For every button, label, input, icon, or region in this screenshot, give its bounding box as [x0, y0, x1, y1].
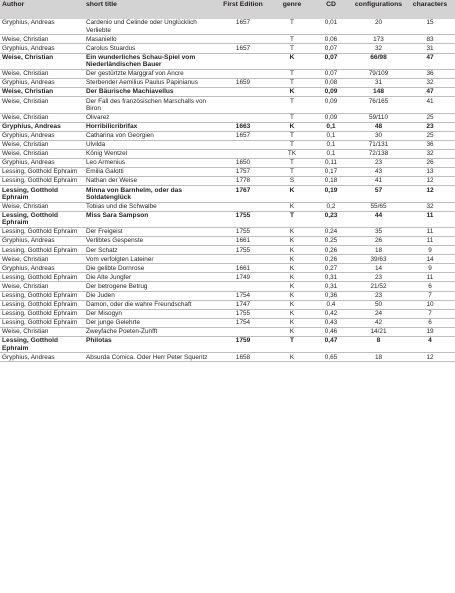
table-row: [0, 158, 455, 167]
header-genre: genre: [274, 0, 310, 19]
title-cell: Leo Armenius: [84, 158, 212, 167]
first-edition-cell: 1757: [212, 167, 274, 176]
characters-cell: 32: [405, 202, 455, 211]
configurations-cell: 14: [352, 264, 405, 273]
author-cell: Lessing, Gotthold Ephraim: [0, 246, 84, 255]
cd-cell: 0,65: [310, 353, 352, 362]
title-cell: Nathan der Weise: [84, 177, 212, 186]
author-cell: Weise, Christian: [0, 140, 84, 149]
characters-cell: 25: [405, 113, 455, 122]
cd-cell: 0,08: [310, 78, 352, 87]
characters-cell: 19: [405, 327, 455, 336]
first-edition-cell: 1755: [212, 227, 274, 236]
genre-cell: K: [274, 88, 310, 97]
author-cell: Gryphius, Andreas: [0, 19, 84, 35]
configurations-cell: 71/131: [352, 140, 405, 149]
author-cell: Lessing, Gotthold Ephraim: [0, 211, 84, 227]
characters-cell: 9: [405, 264, 455, 273]
genre-cell: K: [274, 202, 310, 211]
table-row: [0, 353, 455, 362]
first-edition-cell: 1657: [212, 131, 274, 140]
table-row: [0, 255, 455, 264]
first-edition-cell: [212, 69, 274, 78]
title-cell: Der Misogyn: [84, 309, 212, 318]
author-cell: Lessing, Gotthold Ephraim: [0, 300, 84, 309]
characters-cell: 12: [405, 353, 455, 362]
genre-cell: T: [274, 211, 310, 227]
cd-cell: 0,01: [310, 19, 352, 35]
genre-cell: T: [274, 44, 310, 53]
genre-cell: K: [274, 282, 310, 291]
characters-cell: 10: [405, 300, 455, 309]
first-edition-cell: 1658: [212, 353, 274, 362]
header-cd: CD: [310, 0, 352, 19]
first-edition-cell: [212, 202, 274, 211]
configurations-cell: 76/165: [352, 97, 405, 113]
genre-cell: K: [274, 309, 310, 318]
cd-cell: 0,43: [310, 318, 352, 327]
genre-cell: K: [274, 237, 310, 246]
table-row: [0, 264, 455, 273]
author-cell: Gryphius, Andreas: [0, 78, 84, 87]
genre-cell: K: [274, 227, 310, 236]
configurations-cell: 23: [352, 291, 405, 300]
title-cell: Horribilicribrifax: [84, 122, 212, 131]
configurations-cell: 20: [352, 19, 405, 35]
cd-cell: 0,46: [310, 327, 352, 336]
header-short-title: short title: [84, 0, 212, 19]
title-cell: Absurda Comica. Oder Herr Peter Squentz: [84, 353, 212, 362]
title-cell: Miss Sara Sampson: [84, 211, 212, 227]
genre-cell: K: [274, 186, 310, 202]
title-cell: Ulvilda: [84, 140, 212, 149]
table-row: [0, 300, 455, 309]
table-row: [0, 177, 455, 186]
first-edition-cell: 1657: [212, 19, 274, 35]
characters-cell: 7: [405, 309, 455, 318]
genre-cell: K: [274, 246, 310, 255]
table-row: [0, 88, 455, 97]
author-cell: Gryphius, Andreas: [0, 237, 84, 246]
first-edition-cell: 1778: [212, 177, 274, 186]
table-row: [0, 246, 455, 255]
configurations-cell: 32: [352, 44, 405, 53]
cd-cell: 0,23: [310, 211, 352, 227]
first-edition-cell: 1659: [212, 78, 274, 87]
cd-cell: 0,17: [310, 167, 352, 176]
table-row: [0, 44, 455, 53]
cd-cell: 0,1: [310, 122, 352, 131]
table-row: [0, 122, 455, 131]
first-edition-cell: 1759: [212, 336, 274, 352]
first-edition-cell: 1661: [212, 264, 274, 273]
characters-cell: 9: [405, 246, 455, 255]
genre-cell: S: [274, 177, 310, 186]
configurations-cell: 72/138: [352, 149, 405, 158]
genre-cell: T: [274, 78, 310, 87]
cd-cell: 0,47: [310, 336, 352, 352]
characters-cell: 41: [405, 97, 455, 113]
genre-cell: T: [274, 131, 310, 140]
characters-cell: 6: [405, 282, 455, 291]
table-row: [0, 318, 455, 327]
title-cell: Ein wunderliches Schau-Spiel vom Niederländischen Bauer: [84, 53, 212, 69]
table-row: [0, 237, 455, 246]
genre-cell: K: [274, 53, 310, 69]
title-cell: Minna von Barnhelm, oder das Soldatenglück: [84, 186, 212, 202]
table-row: [0, 69, 455, 78]
table-row: [0, 167, 455, 176]
cd-cell: 0,27: [310, 264, 352, 273]
characters-cell: 83: [405, 35, 455, 44]
cd-cell: 0,36: [310, 291, 352, 300]
characters-cell: 13: [405, 167, 455, 176]
configurations-cell: 18: [352, 353, 405, 362]
configurations-cell: 55/65: [352, 202, 405, 211]
cd-cell: 0,1: [310, 131, 352, 140]
header-characters: characters: [405, 0, 455, 19]
title-cell: Philotas: [84, 336, 212, 352]
characters-cell: 11: [405, 237, 455, 246]
cd-cell: 0,09: [310, 88, 352, 97]
genre-cell: T: [274, 140, 310, 149]
genre-cell: K: [274, 264, 310, 273]
table-row: [0, 282, 455, 291]
first-edition-cell: [212, 327, 274, 336]
genre-cell: K: [274, 318, 310, 327]
cd-cell: 0,18: [310, 177, 352, 186]
table-row: [0, 35, 455, 44]
header-configurations: configurations: [352, 0, 405, 19]
title-cell: Der betrogene Betrug: [84, 282, 212, 291]
title-cell: Verlibtes Gespenste: [84, 237, 212, 246]
first-edition-cell: 1661: [212, 237, 274, 246]
table-row: [0, 19, 455, 35]
first-edition-cell: 1657: [212, 44, 274, 53]
first-edition-cell: [212, 88, 274, 97]
first-edition-cell: 1650: [212, 158, 274, 167]
genre-cell: K: [274, 255, 310, 264]
genre-cell: K: [274, 291, 310, 300]
configurations-cell: 148: [352, 88, 405, 97]
author-cell: Lessing, Gotthold Ephraim: [0, 186, 84, 202]
author-cell: Gryphius, Andreas: [0, 264, 84, 273]
characters-cell: 11: [405, 227, 455, 236]
cd-cell: 0,4: [310, 300, 352, 309]
author-cell: Weise, Christian: [0, 69, 84, 78]
title-cell: Cardenio und Celinde oder Unglücklich Verliebte: [84, 19, 212, 35]
author-cell: Lessing, Gotthold Ephraim: [0, 177, 84, 186]
author-cell: Weise, Christian: [0, 202, 84, 211]
characters-cell: 32: [405, 149, 455, 158]
first-edition-cell: [212, 53, 274, 69]
table-body: [0, 19, 455, 362]
author-cell: Weise, Christian: [0, 53, 84, 69]
first-edition-cell: 1749: [212, 273, 274, 282]
title-cell: Die gelibte Dornrose: [84, 264, 212, 273]
table-row: [0, 327, 455, 336]
configurations-cell: 79/109: [352, 69, 405, 78]
title-cell: Sterbender Aemilius Paulus Papinianus: [84, 78, 212, 87]
genre-cell: K: [274, 122, 310, 131]
title-cell: Der Fall des französischen Marschalls von Biron: [84, 97, 212, 113]
table-row: [0, 97, 455, 113]
author-cell: Weise, Christian: [0, 149, 84, 158]
table-row: [0, 149, 455, 158]
title-cell: Die Alte Jungfer: [84, 273, 212, 282]
configurations-cell: 42: [352, 318, 405, 327]
title-cell: Tobias und die Schwalbe: [84, 202, 212, 211]
author-cell: Weise, Christian: [0, 88, 84, 97]
first-edition-cell: [212, 149, 274, 158]
author-cell: Gryphius, Andreas: [0, 353, 84, 362]
author-cell: Lessing, Gotthold Ephraim: [0, 309, 84, 318]
characters-cell: 23: [405, 122, 455, 131]
configurations-cell: 31: [352, 78, 405, 87]
author-cell: Gryphius, Andreas: [0, 44, 84, 53]
characters-cell: 12: [405, 186, 455, 202]
genre-cell: K: [274, 327, 310, 336]
author-cell: Lessing, Gotthold Ephraim: [0, 273, 84, 282]
configurations-cell: 43: [352, 167, 405, 176]
characters-cell: 47: [405, 53, 455, 69]
author-cell: Lessing, Gotthold Ephraim: [0, 291, 84, 300]
cd-cell: 0,31: [310, 273, 352, 282]
table-row: [0, 202, 455, 211]
cd-cell: 0,2: [310, 202, 352, 211]
author-cell: Weise, Christian: [0, 97, 84, 113]
author-cell: Weise, Christian: [0, 327, 84, 336]
characters-cell: 31: [405, 44, 455, 53]
configurations-cell: 41: [352, 177, 405, 186]
characters-cell: 11: [405, 211, 455, 227]
header-row: [0, 0, 455, 19]
cd-cell: 0,07: [310, 69, 352, 78]
title-cell: Der junge Gelehrte: [84, 318, 212, 327]
configurations-cell: 173: [352, 35, 405, 44]
configurations-cell: 39/63: [352, 255, 405, 264]
cd-cell: 0,09: [310, 97, 352, 113]
configurations-cell: 14/21: [352, 327, 405, 336]
author-cell: Weise, Christian: [0, 255, 84, 264]
first-edition-cell: [212, 113, 274, 122]
characters-cell: 47: [405, 88, 455, 97]
cd-cell: 0,26: [310, 255, 352, 264]
table-row: [0, 227, 455, 236]
author-cell: Lessing, Gotthold Ephraim: [0, 227, 84, 236]
characters-cell: 14: [405, 255, 455, 264]
table-row: [0, 291, 455, 300]
characters-cell: 7: [405, 291, 455, 300]
cd-cell: 0,11: [310, 158, 352, 167]
characters-cell: 6: [405, 318, 455, 327]
table-row: [0, 131, 455, 140]
genre-cell: K: [274, 353, 310, 362]
title-cell: Catharina von Georgien: [84, 131, 212, 140]
author-cell: Gryphius, Andreas: [0, 158, 84, 167]
table-row: [0, 186, 455, 202]
configurations-cell: 30: [352, 131, 405, 140]
cd-cell: 0,07: [310, 44, 352, 53]
cd-cell: 0,19: [310, 186, 352, 202]
characters-cell: 32: [405, 78, 455, 87]
title-cell: Der Freigeist: [84, 227, 212, 236]
author-cell: Weise, Christian: [0, 35, 84, 44]
configurations-cell: 57: [352, 186, 405, 202]
first-edition-cell: 1755: [212, 246, 274, 255]
first-edition-cell: 1754: [212, 318, 274, 327]
header-first-edition: First Edition: [212, 0, 274, 19]
first-edition-cell: [212, 35, 274, 44]
first-edition-cell: [212, 255, 274, 264]
genre-cell: T: [274, 35, 310, 44]
author-cell: Lessing, Gotthold Ephraim: [0, 318, 84, 327]
configurations-cell: 26: [352, 237, 405, 246]
first-edition-cell: [212, 97, 274, 113]
configurations-cell: 48: [352, 122, 405, 131]
title-cell: Carolus Stuardus: [84, 44, 212, 53]
table-row: [0, 273, 455, 282]
cd-cell: 0,25: [310, 237, 352, 246]
title-cell: Der Bäurische Machiavellus: [84, 88, 212, 97]
genre-cell: T: [274, 167, 310, 176]
title-cell: Der gestürtzte Marggraf von Ancre: [84, 69, 212, 78]
cd-cell: 0,24: [310, 227, 352, 236]
configurations-cell: 23: [352, 273, 405, 282]
characters-cell: 4: [405, 336, 455, 352]
table-row: [0, 140, 455, 149]
configurations-cell: 18: [352, 246, 405, 255]
configurations-cell: 21/52: [352, 282, 405, 291]
first-edition-cell: [212, 282, 274, 291]
author-cell: Gryphius, Andreas: [0, 122, 84, 131]
cd-cell: 0,26: [310, 246, 352, 255]
title-cell: Emilia Galotti: [84, 167, 212, 176]
author-cell: Weise, Christian: [0, 113, 84, 122]
title-cell: Masaniello: [84, 35, 212, 44]
cd-cell: 0,1: [310, 149, 352, 158]
genre-cell: T: [274, 113, 310, 122]
author-cell: Weise, Christian: [0, 282, 84, 291]
first-edition-cell: 1754: [212, 291, 274, 300]
genre-cell: T: [274, 158, 310, 167]
first-edition-cell: 1767: [212, 186, 274, 202]
author-cell: Gryphius, Andreas: [0, 131, 84, 140]
genre-cell: TK: [274, 149, 310, 158]
characters-cell: 15: [405, 19, 455, 35]
characters-cell: 36: [405, 140, 455, 149]
genre-cell: K: [274, 300, 310, 309]
first-edition-cell: 1755: [212, 309, 274, 318]
cd-cell: 0,06: [310, 35, 352, 44]
cd-cell: 0,42: [310, 309, 352, 318]
title-cell: Die Juden: [84, 291, 212, 300]
table-row: [0, 211, 455, 227]
characters-cell: 11: [405, 273, 455, 282]
configurations-cell: 59/110: [352, 113, 405, 122]
author-cell: Lessing, Gotthold Ephraim: [0, 167, 84, 176]
title-cell: Zweyfache Poeten-Zunfft: [84, 327, 212, 336]
table-row: [0, 309, 455, 318]
configurations-cell: 35: [352, 227, 405, 236]
characters-cell: 26: [405, 158, 455, 167]
configurations-cell: 44: [352, 211, 405, 227]
first-edition-cell: [212, 140, 274, 149]
cd-cell: 0,1: [310, 140, 352, 149]
genre-cell: T: [274, 19, 310, 35]
configurations-cell: 24: [352, 309, 405, 318]
title-cell: König Wentzel: [84, 149, 212, 158]
characters-cell: 25: [405, 131, 455, 140]
title-cell: Vom verfolgten Lateiner: [84, 255, 212, 264]
first-edition-cell: 1747: [212, 300, 274, 309]
genre-cell: T: [274, 336, 310, 352]
table-row: [0, 78, 455, 87]
first-edition-cell: 1755: [212, 211, 274, 227]
title-cell: Damon, oder die wahre Freundschaft: [84, 300, 212, 309]
characters-cell: 36: [405, 69, 455, 78]
table-row: [0, 336, 455, 352]
genre-cell: K: [274, 273, 310, 282]
configurations-cell: 23: [352, 158, 405, 167]
cd-cell: 0,31: [310, 282, 352, 291]
genre-cell: T: [274, 69, 310, 78]
cd-cell: 0,07: [310, 53, 352, 69]
characters-cell: 12: [405, 177, 455, 186]
genre-cell: T: [274, 97, 310, 113]
table-row: [0, 53, 455, 69]
cd-cell: 0,09: [310, 113, 352, 122]
first-edition-cell: 1663: [212, 122, 274, 131]
configurations-cell: 50: [352, 300, 405, 309]
table-row: [0, 113, 455, 122]
configurations-cell: 66/98: [352, 53, 405, 69]
author-cell: Lessing, Gotthold Ephraim: [0, 336, 84, 352]
configurations-cell: 8: [352, 336, 405, 352]
title-cell: Olivarez: [84, 113, 212, 122]
header-author: Author: [0, 0, 84, 19]
title-cell: Der Schatz: [84, 246, 212, 255]
